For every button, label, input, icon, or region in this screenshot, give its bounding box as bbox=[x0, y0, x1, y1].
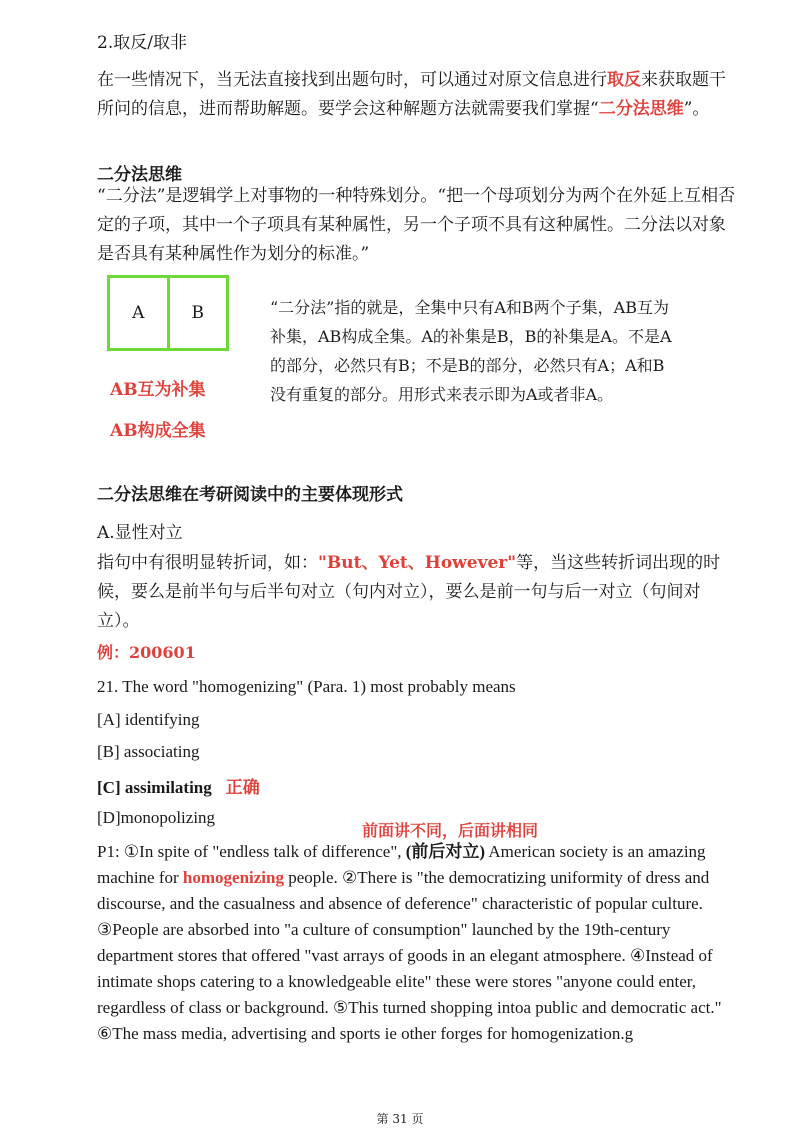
example-label: 例：200601 bbox=[97, 643, 196, 662]
heading-forms: 二分法思维在考研阅读中的主要体现形式 bbox=[97, 485, 403, 505]
option-d: [D]monopolizing bbox=[97, 808, 216, 827]
definition-paragraph: “二分法”是逻辑学上对事物的一种特殊划分。“把一个母项划分为两个在外延上互相否定的子项，其中一个子项具有某种属性，另一个子项不具有这种属性。二分法以对象是否具有某种属性作为划分的标准。” bbox=[97, 186, 736, 264]
option-a: [A] identifying bbox=[97, 710, 200, 729]
side-explanation: “二分法”指的就是，全集中只有A和B两个子集，AB互为补集，AB构成全集。A的补集是B，B的补集是A。不是A的部分，必然只有B；不是B的部分，必然只有A；A和B没有重复的部分。用形式来表示即为A或者非A。 bbox=[270, 298, 672, 404]
passage-text-3: people. ②There is "the democratizing uniformity of dress and discourse, and the casualness and absence of deference" characteristic of popular culture. ③People are absorbed into "a culture of consumption" launched by the 19th-century department stores that offered "vast arrays of goods in an elegant atmosphere. ④Instead of intimate shops catering to a knowledgeable elite" these were stores "anyone could enter, regardless of class or background. ⑤This turned shopping intoa public and democratic act." ⑥The mass media, advertising and sports ie other forges for homogenization.g bbox=[97, 868, 722, 1043]
correct-mark: 正确 bbox=[225, 778, 260, 798]
note-annotation: 前面讲不同，后面讲相同 bbox=[362, 821, 539, 840]
option-b: [B] associating bbox=[97, 742, 200, 761]
question-stem: 21. The word "homogenizing" (Para. 1) most probably means bbox=[97, 677, 516, 696]
passage-contrast-note: (前后对立) bbox=[405, 842, 486, 861]
passage-text-2: American society is an amazing machine for bbox=[97, 842, 706, 887]
label-complement: AB互为补集 bbox=[110, 380, 206, 400]
passage-text-1: P1: ①In spite of "endless talk of difference", bbox=[97, 842, 406, 861]
option-c bbox=[97, 773, 260, 798]
subheading-explicit: A.显性对立 bbox=[97, 523, 183, 543]
highlight-but-yet-however: "But、Yet、However" bbox=[318, 553, 517, 573]
section-title: 2.取反/取非 bbox=[97, 33, 187, 53]
explain-paragraph bbox=[97, 549, 737, 636]
intro-text-3: ”。 bbox=[683, 99, 710, 119]
intro-text-1: 在一些情况下，当无法直接找到出题句时，可以通过对原文信息进行 bbox=[97, 70, 607, 90]
explain-text-1: 指句中有很明显转折词，如： bbox=[97, 553, 318, 573]
cell-b: B bbox=[167, 278, 227, 348]
intro-text-2: 来获取题干所问的信息，进而帮助解题。要学会这种解题方法就需要我们掌握“ bbox=[97, 70, 726, 119]
ab-diagram bbox=[107, 275, 229, 351]
passage-paragraph bbox=[97, 839, 747, 1047]
intro-paragraph bbox=[97, 66, 737, 124]
option-c-text: [C] assimilating bbox=[97, 778, 212, 797]
label-universal-set: AB构成全集 bbox=[110, 421, 206, 441]
page-number: 第 31 页 bbox=[376, 1112, 424, 1126]
heading-erfenfa: 二分法思维 bbox=[97, 165, 182, 185]
highlight-erfenfa: 二分法思维 bbox=[598, 99, 684, 119]
cell-a: A bbox=[132, 303, 145, 323]
highlight-homogenizing: homogenizing bbox=[182, 868, 284, 887]
highlight-qufan: 取反 bbox=[607, 70, 641, 90]
explain-text-2: 等，当这些转折词出现的时候，要么是前半句与后半句对立（句内对立），要么是前一句与后一对立（句间对立）。 bbox=[97, 553, 721, 631]
